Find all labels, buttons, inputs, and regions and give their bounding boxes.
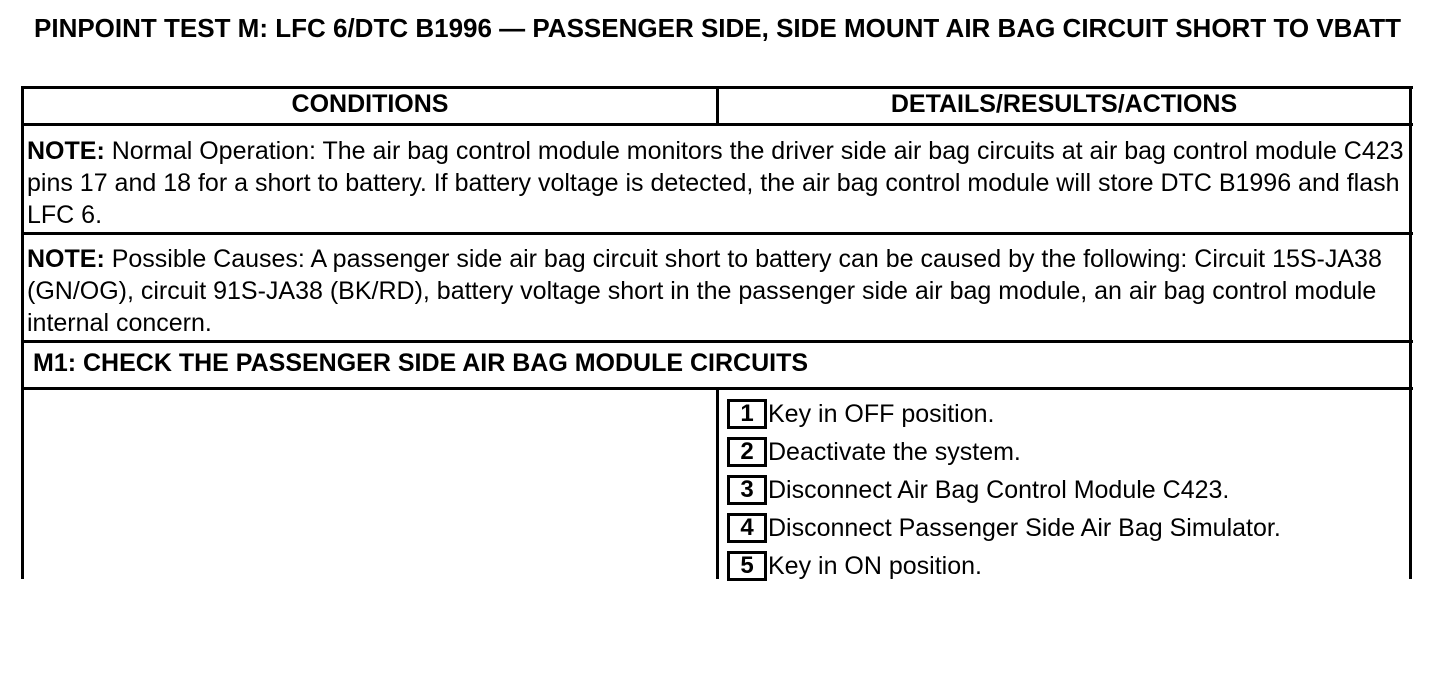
step-text: Deactivate the system. — [768, 437, 1021, 466]
step-text: Disconnect Air Bag Control Module C423. — [768, 475, 1230, 504]
details-header: DETAILS/RESULTS/ACTIONS — [890, 90, 1238, 118]
step-number-box: 1 — [727, 399, 767, 429]
conditions-header: CONDITIONS — [291, 90, 449, 118]
note-label: NOTE: — [27, 245, 105, 273]
step-text: Key in ON position. — [768, 551, 982, 580]
note-possible-causes — [27, 243, 1407, 339]
table-right-border — [1409, 86, 1412, 579]
step-number-box: 3 — [727, 475, 767, 505]
step-heading: M1: CHECK THE PASSENGER SIDE AIR BAG MODULE CIRCUITS — [33, 349, 809, 377]
note-2-bottom-border — [22, 340, 1413, 343]
action-step — [727, 509, 1407, 547]
step-number-box: 5 — [727, 551, 767, 581]
step-text: Key in OFF position. — [768, 399, 995, 428]
note-label: NOTE: — [27, 137, 105, 165]
action-step — [727, 471, 1407, 509]
note-1-bottom-border — [22, 232, 1413, 235]
step-number-box: 2 — [727, 437, 767, 467]
action-steps-list — [727, 395, 1407, 585]
step-text: Disconnect Passenger Side Air Bag Simulator. — [768, 513, 1281, 542]
action-step — [727, 547, 1407, 585]
page-title: PINPOINT TEST M: LFC 6/DTC B1996 — PASSENGER SIDE, SIDE MOUNT AIR BAG CIRCUIT SHORT TO VBATT — [34, 13, 1402, 43]
note-text: Normal Operation: The air bag control module monitors the driver side air bag circuits at air bag control module C423 pins 17 and 18 for a short to battery. If battery voltage is detected, the air bag control module will store DTC B1996 and flash LFC 6. — [27, 137, 1404, 229]
note-text: Possible Causes: A passenger side air bag circuit short to battery can be caused by the following: Circuit 15S-JA38 (GN/OG), circuit 91S-JA38 (BK/RD), battery voltage short in the passenger side air bag module, an air bag control module internal concern. — [27, 245, 1382, 337]
step-number-box: 4 — [727, 513, 767, 543]
note-normal-operation — [27, 135, 1407, 231]
action-step — [727, 395, 1407, 433]
steps-column-divider — [716, 387, 719, 579]
table-left-border — [21, 86, 24, 579]
action-step — [727, 433, 1407, 471]
